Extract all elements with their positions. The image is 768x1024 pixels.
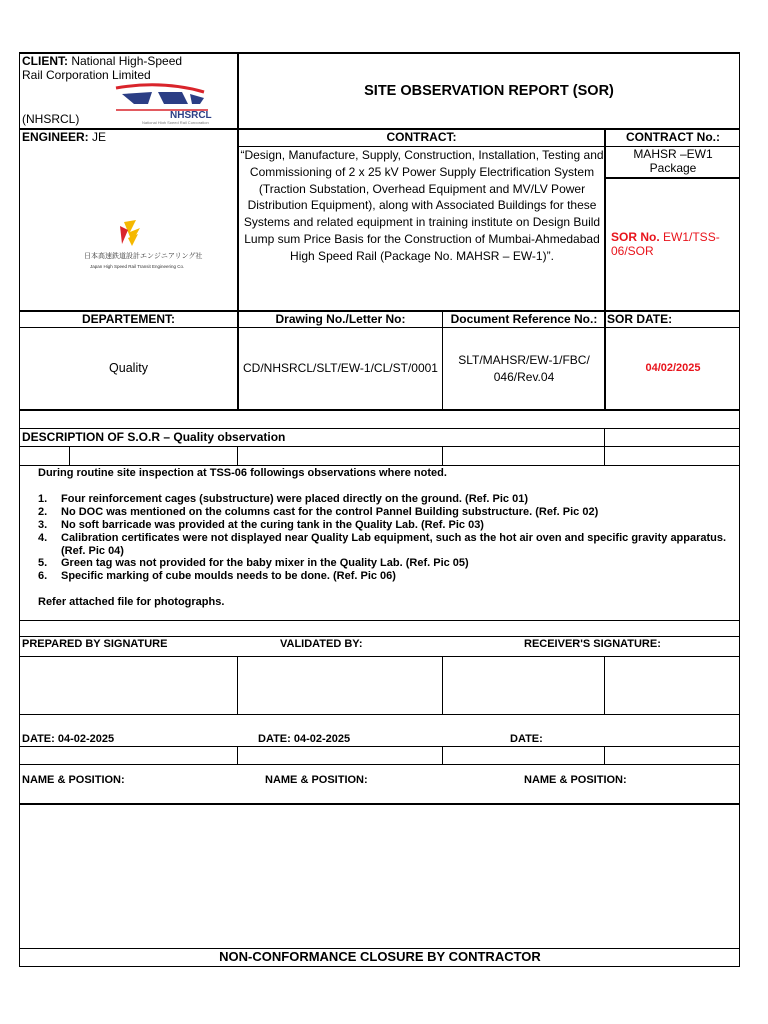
client-block (22, 54, 182, 68)
receiver-date: DATE: (510, 733, 543, 745)
doc-ref-value-line2: 046/Rev.04 (493, 370, 555, 384)
header-department: DEPARTEMENT: (81, 312, 176, 326)
prepared-date: DATE: 04-02-2025 (22, 733, 115, 745)
description-title: DESCRIPTION OF S.O.R – Quality observation (22, 430, 286, 444)
sor-date-value: 04/02/2025 (645, 362, 701, 374)
header-sor-date: SOR DATE: (607, 312, 673, 326)
engineer-logo (84, 218, 203, 276)
client-name-line1: National High-Speed (71, 54, 183, 68)
validated-signature-box[interactable] (238, 657, 442, 714)
contract-description: “Design, Manufacture, Supply, Construction, Installation, Testing and Commissioning of 2 x 25 kV Power Supply Electrification System (Traction Substation, Overhead Equipment and MV/LV Power Distribution Equipment), along with Associated Buildings for these Systems and related equipment in training institute on Design Build Lump sum Price Basis for the Construction of Mumbai-Ahmedabad High Speed Rail (Package No. MAHSR – EW-1)”. (240, 148, 604, 263)
receiver-signature-box[interactable] (443, 657, 604, 714)
closure-title: NON-CONFORMANCE CLOSURE BY CONTRACTOR (219, 949, 541, 964)
prepared-by-label: PREPARED BY SIGNATURE (22, 638, 168, 650)
validated-name-position: NAME & POSITION: (265, 774, 368, 786)
nhsrcl-logo (112, 80, 212, 124)
drawing-no-value: CD/NHSRCL/SLT/EW-1/CL/ST/0001 (243, 361, 438, 375)
header-doc-ref: Document Reference No.: (450, 312, 598, 326)
sor-value-line2: 06/SOR (611, 244, 654, 258)
client-abbrev: (NHSRCL) (22, 112, 80, 126)
doc-ref-value-line1: SLT/MAHSR/EW-1/FBC/ (458, 353, 590, 367)
report-title: SITE OBSERVATION REPORT (SOR) (364, 83, 614, 99)
department-value: Quality (109, 361, 148, 375)
observation-intro: During routine site inspection at TSS-06 followings observations where noted. (38, 467, 447, 479)
engineer-logo-caption-en: Japan High Speed Rail Transit Engineering Co. (90, 264, 185, 269)
sor-value-line1: EW1/TSS- (663, 230, 720, 244)
client-name-line2: Rail Corporation Limited (22, 68, 151, 82)
validated-date: DATE: 04-02-2025 (258, 733, 351, 745)
logo-text: NHSRCL (170, 110, 212, 121)
sor-label: SOR No. (611, 230, 660, 244)
contract-label: CONTRACT: (386, 130, 457, 144)
engineer-value: JE (92, 130, 107, 144)
logo-tagline: National High Speed Rail Corporation (142, 120, 209, 124)
prepared-signature-box[interactable] (20, 657, 237, 714)
client-label: CLIENT: (22, 54, 68, 68)
engineer-label: ENGINEER: (22, 130, 89, 144)
prepared-name-position: NAME & POSITION: (22, 774, 125, 786)
receiver-signature-label: RECEIVER'S SIGNATURE: (524, 638, 661, 650)
header-drawing-no: Drawing No./Letter No: (275, 312, 406, 326)
receiver-name-position: NAME & POSITION: (524, 774, 627, 786)
observation-footer: Refer attached file for photographs. (38, 596, 225, 608)
validated-by-label: VALIDATED BY: (280, 638, 363, 650)
engineer-block (22, 130, 106, 144)
engineer-logo-caption-jp: 日本高速鉄道設計エンジニアリング社 (84, 253, 203, 260)
contract-number-value-line1: MAHSR –EW1 (633, 147, 713, 161)
sor-number-line1 (611, 230, 720, 244)
contract-number-value-line2: Package (649, 161, 697, 175)
contract-number-label: CONTRACT No.: (626, 130, 720, 144)
